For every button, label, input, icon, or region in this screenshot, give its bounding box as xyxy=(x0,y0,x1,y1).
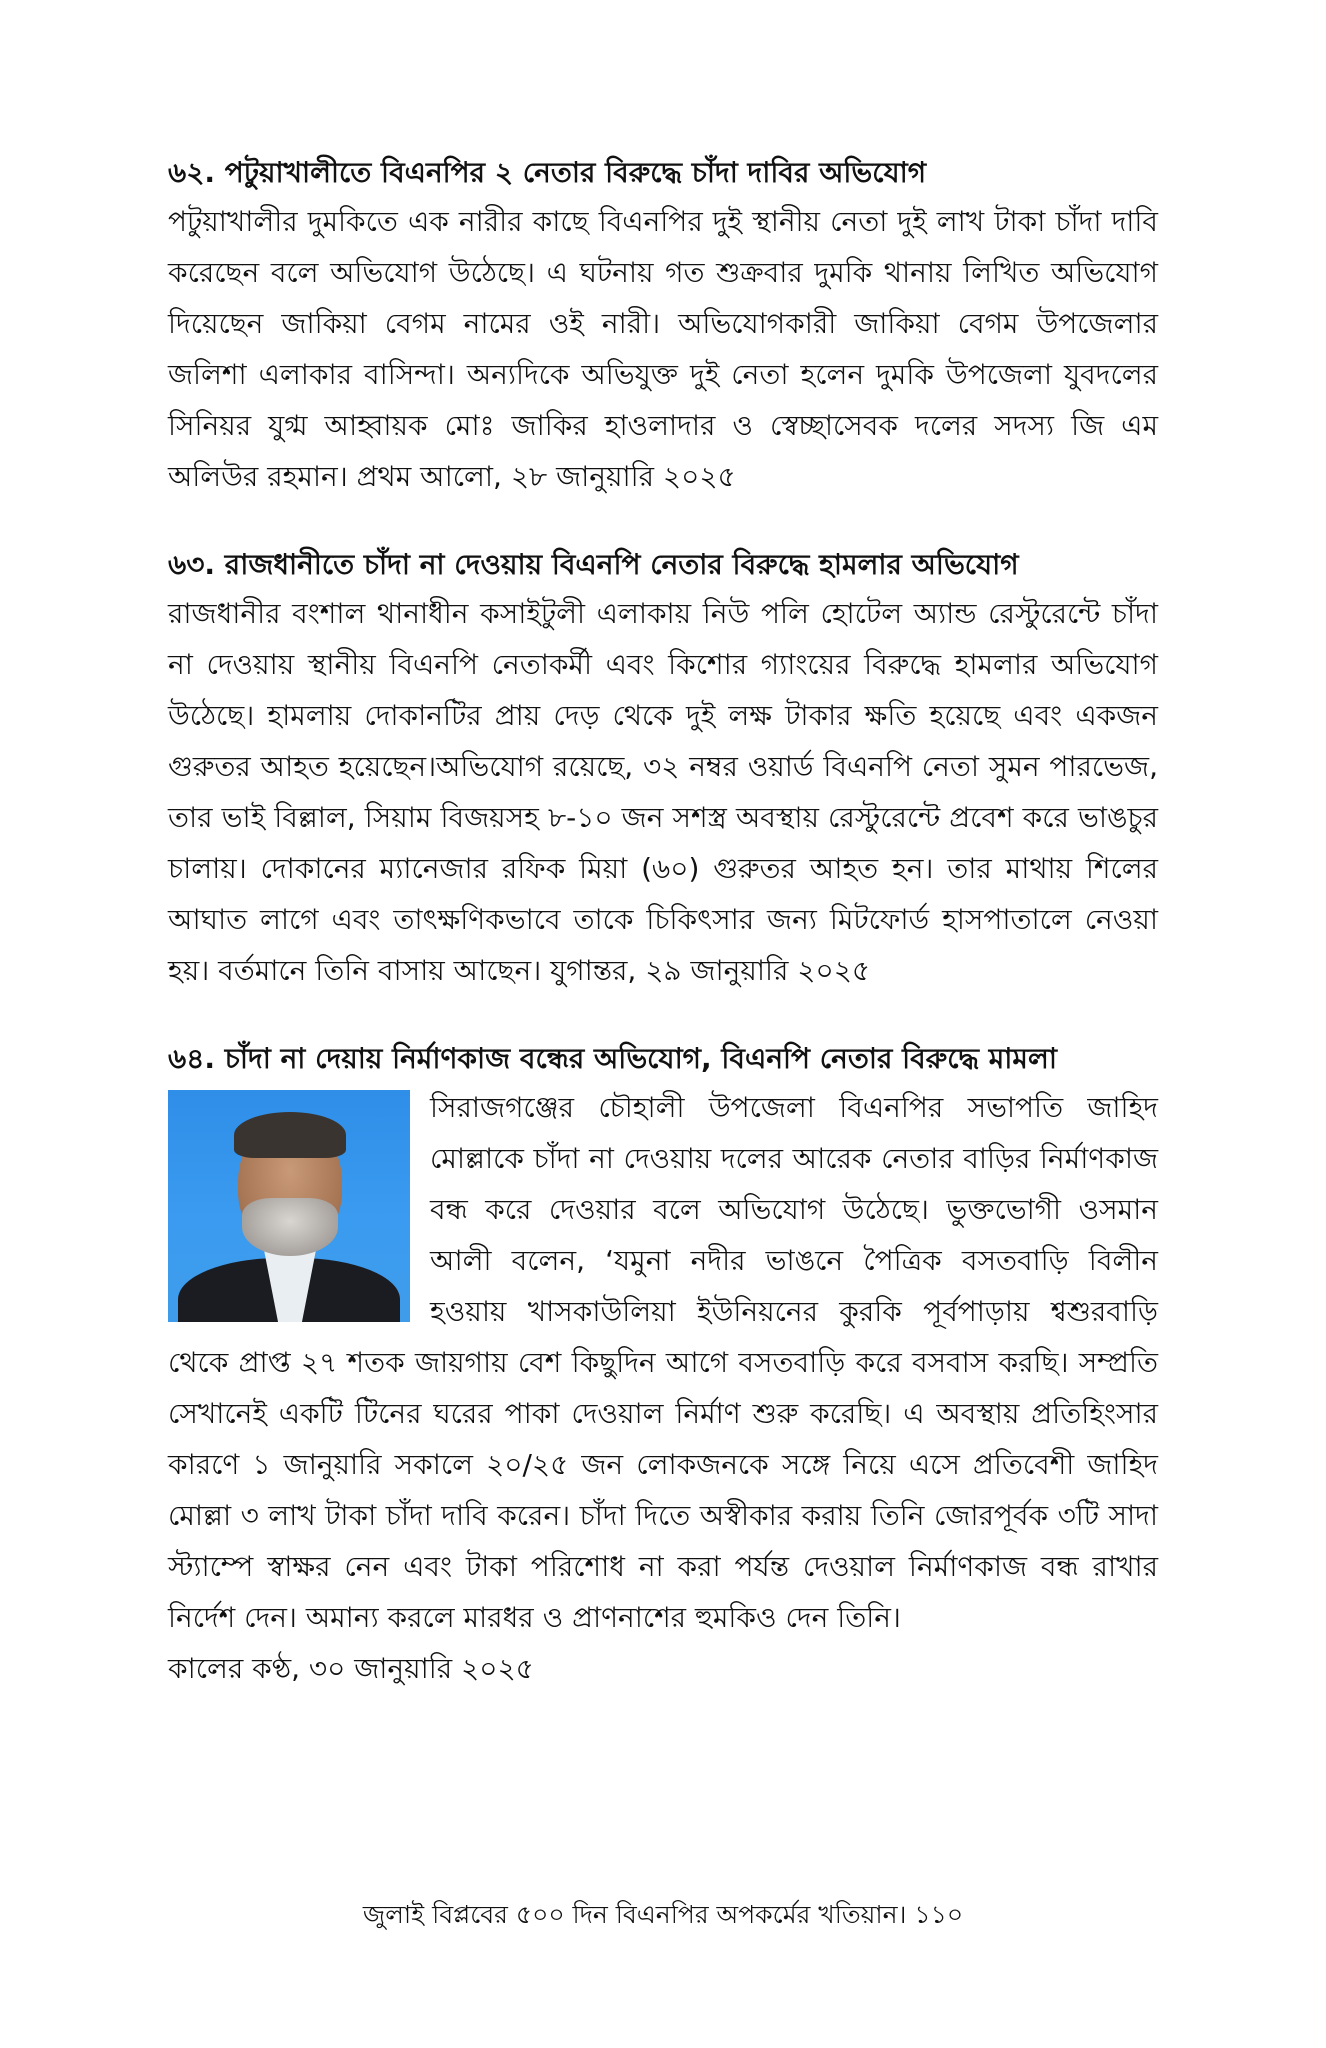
article-source: কালের কণ্ঠ, ৩০ জানুয়ারি ২০২৫ xyxy=(168,1652,534,1685)
article-text: সিরাজগঞ্জের চৌহালী উপজেলা বিএনপির সভাপতি জাহিদ মোল্লাকে চাঁদা না দেওয়ায় দলের আরেক নেতার বাড়ির নির্মাণকাজ বন্ধ করে দেওয়ার বলে অভিযোগ উঠেছে। ভুক্তভোগী ওসমান আলী বলেন, ‘যমুনা নদীর ভাঙনে পৈত্রিক বসতবাড়ি বিলীন হওয়ায় খাসকাউলিয়া ইউনিয়নের কুরকি পূর্বপাড়ায় শ্বশুরবাড়ি থেকে প্রাপ্ত ২৭ শতক জায়গায় বেশ কিছুদিন আগে বসতবাড়ি করে বসবাস করছি। সম্প্রতি সেখানেই একটি টিনের ঘরের পাকা দেওয়াল নির্মাণ শুরু করেছি। এ অবস্থায় প্রতিহিংসার কারণে ১ জানুয়ারি সকালে ২০/২৫ জন লোকজনকে সঙ্গে নিয়ে এসে প্রতিবেশী জাহিদ মোল্লা ৩ লাখ টাকা চাঁদা দাবি করেন। চাঁদা দিতে অস্বীকার করায় তিনি জোরপূর্বক ৩টি সাদা স্ট্যাম্পে স্বাক্ষর নেন এবং টাকা পরিশোধ না করা পর্যন্ত দেওয়াল নির্মাণকাজ বন্ধ রাখার নির্দেশ দেন। অমান্য করলে মারধর ও প্রাণনাশের হুমকিও দেন তিনি। xyxy=(168,1091,1158,1634)
article-title: ৬৪. চাঁদা না দেয়ায় নির্মাণকাজ বন্ধের অভিযোগ, বিএনপি নেতার বিরুদ্ধে মামলা xyxy=(168,1042,1057,1075)
article-64 xyxy=(168,1036,1158,1694)
article-63 xyxy=(168,542,1158,996)
portrait-photo xyxy=(168,1090,410,1322)
photo-beard xyxy=(242,1198,338,1256)
page-content xyxy=(168,150,1158,1734)
article-title: ৬৩. রাজধানীতে চাঁদা না দেওয়ায় বিএনপি নেতার বিরুদ্ধে হামলার অভিযোগ xyxy=(168,548,1019,581)
photo-hair xyxy=(234,1112,346,1158)
article-title: ৬২. পটুয়াখালীতে বিএনপির ২ নেতার বিরুদ্ধে চাঁদা দাবির অভিযোগ xyxy=(168,156,927,189)
page-footer: জুলাই বিপ্লবের ৫০০ দিন বিএনপির অপকর্মের খতিয়ান। ১১০ xyxy=(362,1900,964,1929)
article-body xyxy=(168,588,1158,996)
article-source: প্রথম আলো, ২৮ জানুয়ারি ২০২৫ xyxy=(356,460,736,493)
article-text: পটুয়াখালীর দুমকিতে এক নারীর কাছে বিএনপির দুই স্থানীয় নেতা দুই লাখ টাকা চাঁদা দাবি করেছেন বলে অভিযোগ উঠেছে। এ ঘটনায় গত শুক্রবার দুমকি থানায় লিখিত অভিযোগ দিয়েছেন জাকিয়া বেগম নামের ওই নারী। অভিযোগকারী জাকিয়া বেগম উপজেলার জলিশা এলাকার বাসিন্দা। অন্যদিকে অভিযুক্ত দুই নেতা হলেন দুমকি উপজেলা যুবদলের সিনিয়র যুগ্ম আহ্বায়ক মোঃ জাকির হাওলাদার ও স্বেচ্ছাসেবক দলের সদস্য জি এম অলিউর রহমান। xyxy=(168,205,1158,493)
article-62 xyxy=(168,150,1158,502)
article-source: যুগান্তর, ২৯ জানুয়ারি ২০২৫ xyxy=(550,954,871,987)
article-body xyxy=(168,196,1158,502)
article-text: রাজধানীর বংশাল থানাধীন কসাইটুলী এলাকায় নিউ পলি হোটেল অ্যান্ড রেস্টুরেন্টে চাঁদা না দেওয়ায় স্থানীয় বিএনপি নেতাকর্মী এবং কিশোর গ্যাংয়ের বিরুদ্ধে হামলার অভিযোগ উঠেছে। হামলায় দোকানটির প্রায় দেড় থেকে দুই লক্ষ টাকার ক্ষতি হয়েছে এবং একজন গুরুতর আহত হয়েছেন।অভিযোগ রয়েছে, ৩২ নম্বর ওয়ার্ড বিএনপি নেতা সুমন পারভেজ, তার ভাই বিল্লাল, সিয়াম বিজয়সহ ৮-১০ জন সশস্ত্র অবস্থায় রেস্টুরেন্টে প্রবেশ করে ভাঙচুর চালায়। দোকানের ম্যানেজার রফিক মিয়া (৬০) গুরুতর আহত হন। তার মাথায় শিলের আঘাত লাগে এবং তাৎক্ষণিকভাবে তাকে চিকিৎসার জন্য মিটফোর্ড হাসপাতালে নেওয়া হয়। বর্তমানে তিনি বাসায় আছেন। xyxy=(168,597,1158,987)
